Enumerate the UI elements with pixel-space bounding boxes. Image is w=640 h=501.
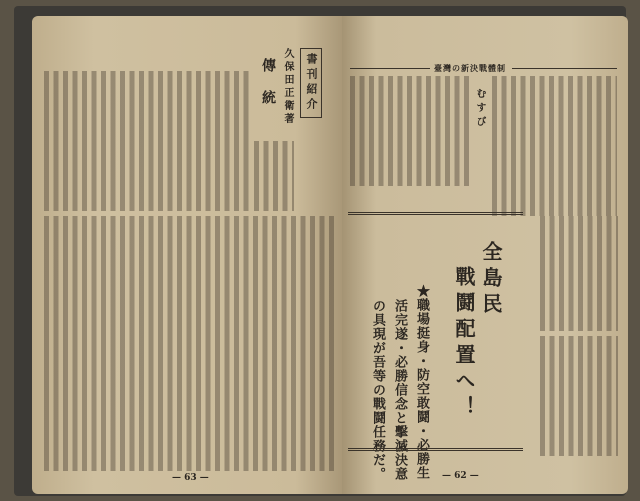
slogan-title-1: 全島民 xyxy=(479,241,503,319)
slogan-top-rule xyxy=(348,212,523,215)
running-header: 臺灣の新決戰體制 xyxy=(434,63,506,73)
body-text-block xyxy=(44,216,334,471)
subheading: むすび xyxy=(474,88,485,130)
section-label-box xyxy=(300,48,322,118)
body-text-block xyxy=(540,216,618,331)
slogan-bottom-rule xyxy=(348,448,523,451)
page-number: — 62 — xyxy=(442,471,479,481)
section-label: 書刊紹介 xyxy=(305,53,318,113)
body-text-block xyxy=(540,336,618,456)
body-text-block xyxy=(44,71,249,211)
book-scan xyxy=(14,6,626,496)
body-text-block xyxy=(492,76,617,216)
right-page xyxy=(342,16,628,494)
review-text-block xyxy=(254,141,294,211)
header-rule-left xyxy=(350,68,430,69)
slogan-body-3: の具現が吾等の戰鬪任務だ。 xyxy=(370,299,385,481)
review-book-title: 傳統 xyxy=(260,58,276,122)
slogan-title-2: 戰鬪配置へ！ xyxy=(452,266,476,422)
page-number: — 63 — xyxy=(172,473,209,483)
left-page xyxy=(32,16,342,494)
review-author: 久保田正衛著 xyxy=(282,48,293,126)
body-text-block xyxy=(350,76,470,186)
slogan-body-2: 活完遂・必勝信念と擊滅決意 xyxy=(392,299,407,481)
slogan-body-1: ★職場挺身・防空敢鬪・必勝生 xyxy=(414,284,429,480)
header-rule-right xyxy=(512,68,617,69)
